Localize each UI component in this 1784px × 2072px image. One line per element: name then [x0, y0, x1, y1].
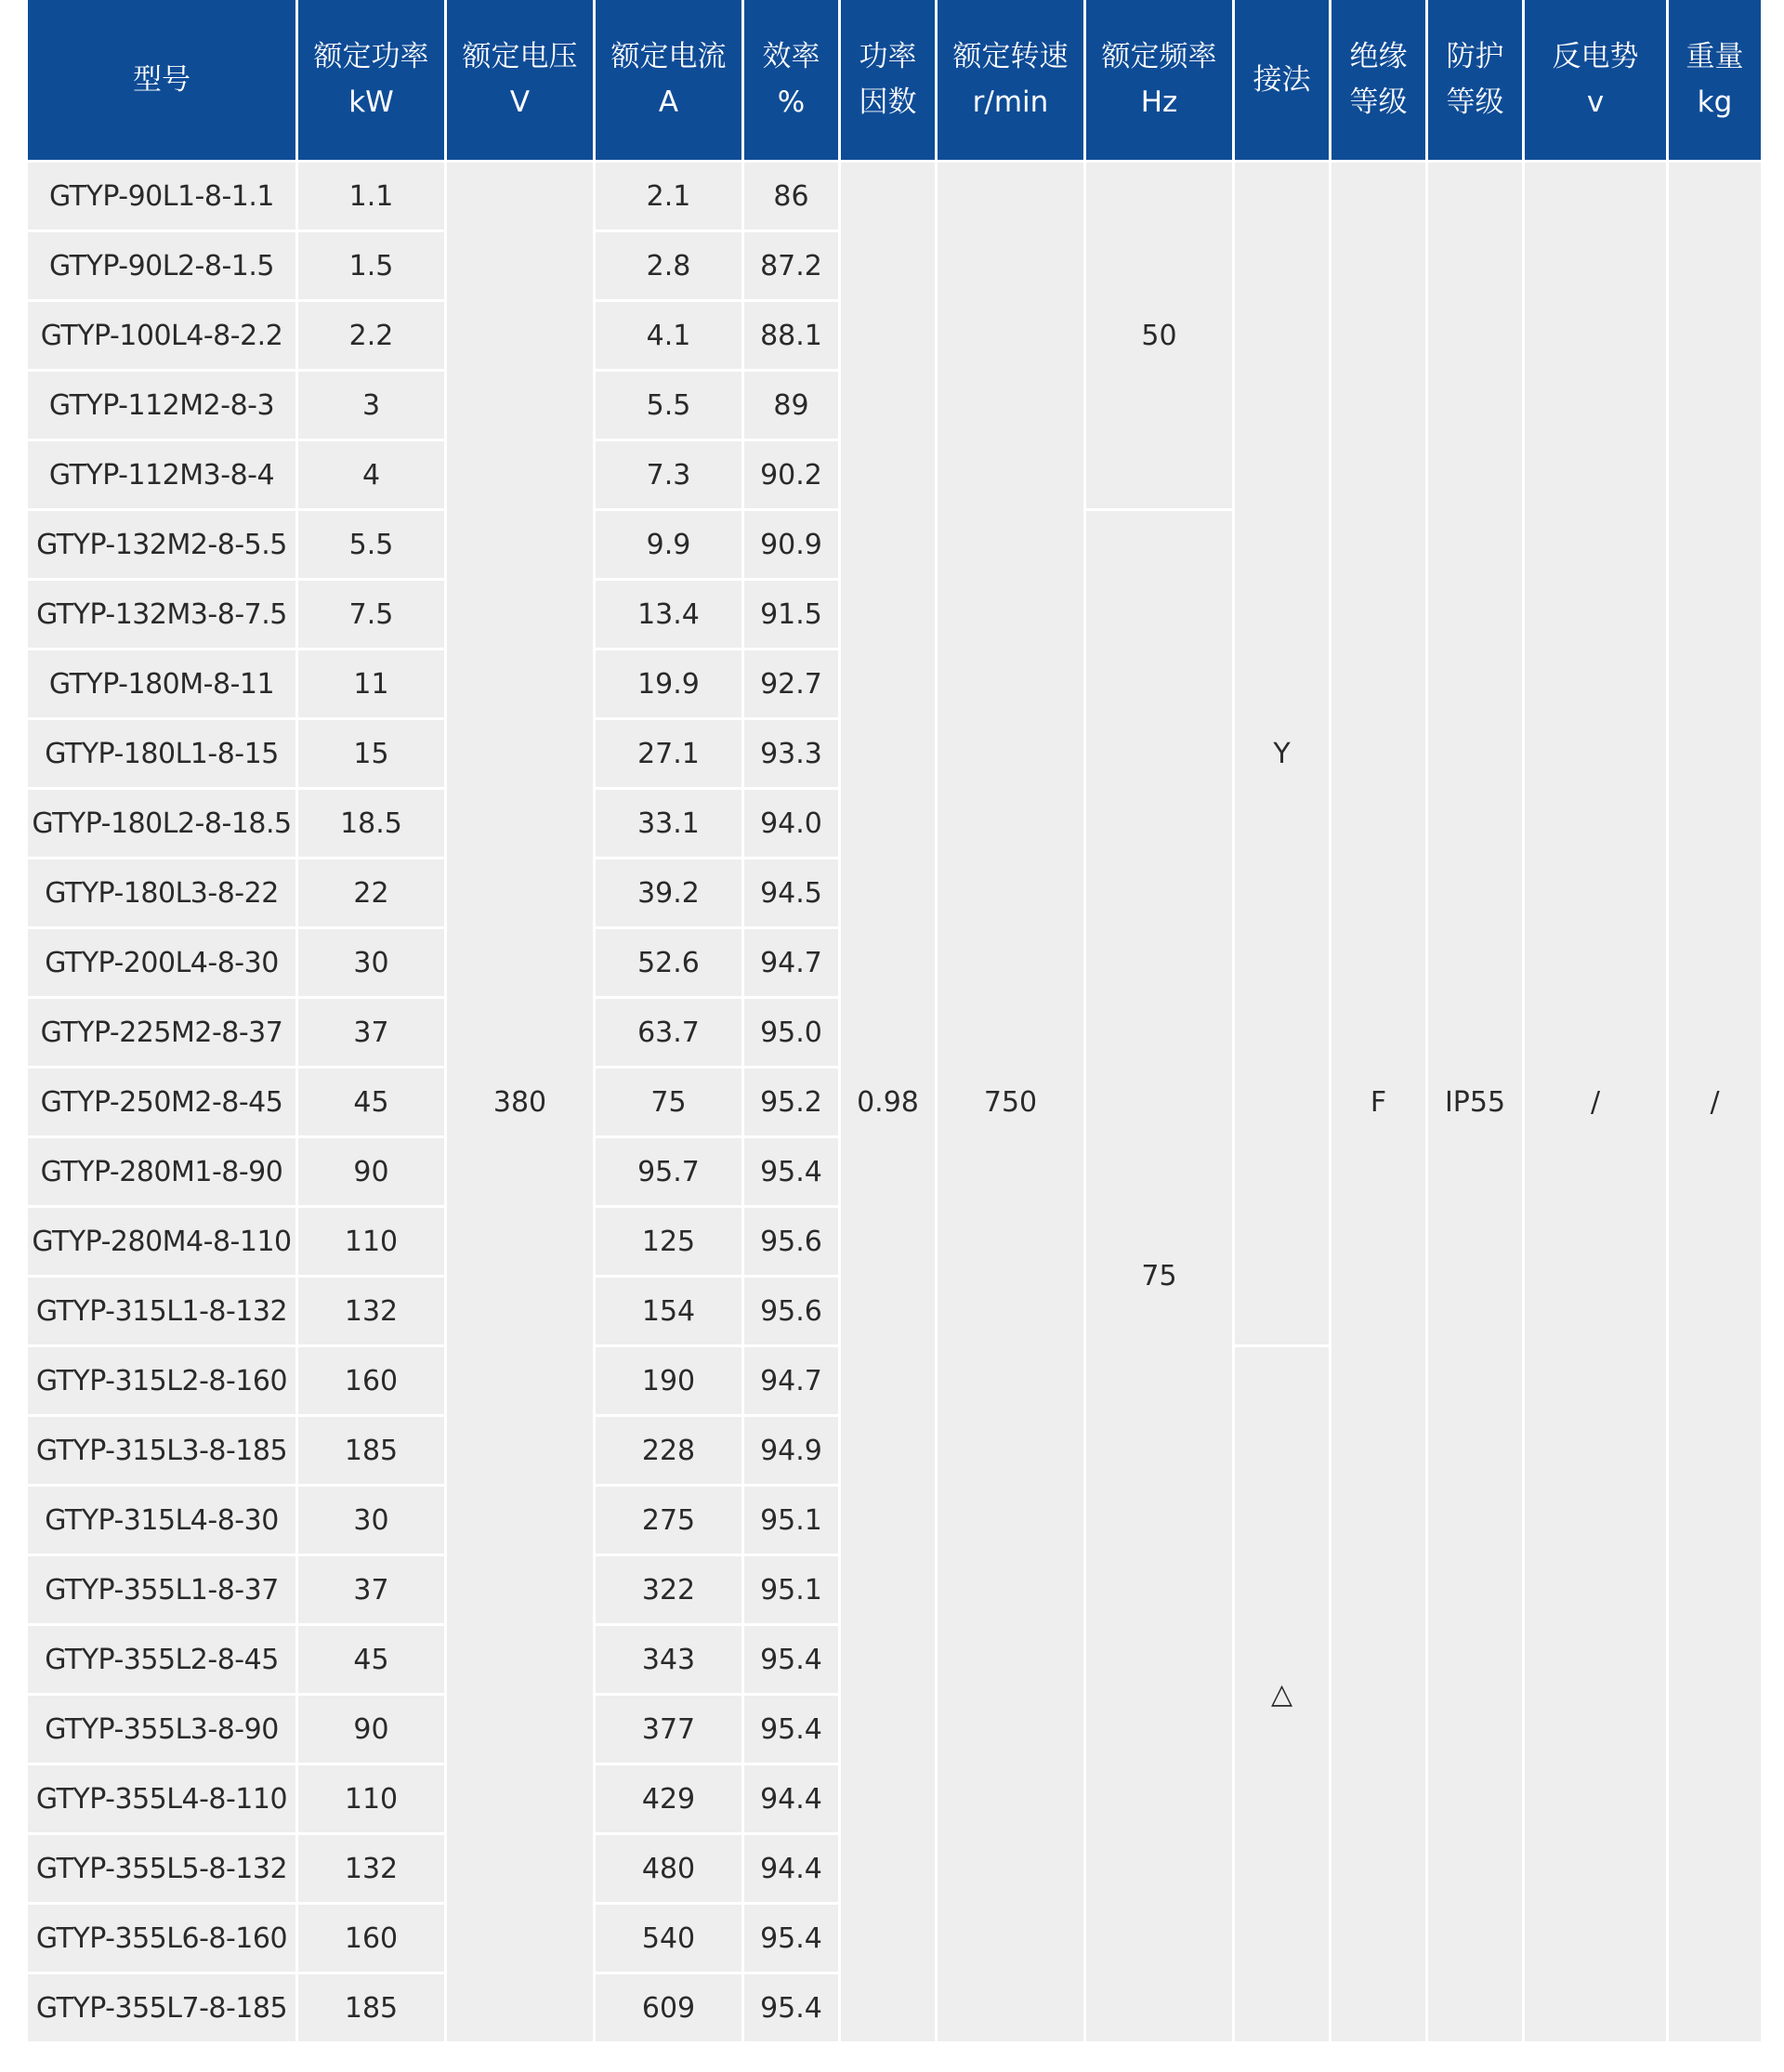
power-cell: 1.5 [298, 232, 444, 299]
efficiency-cell: 94.4 [744, 1765, 838, 1832]
current-cell: 4.1 [596, 302, 741, 369]
current-cell: 2.8 [596, 232, 741, 299]
model-cell: GTYP-200L4-8-30 [28, 929, 295, 996]
efficiency-cell: 94.7 [744, 1347, 838, 1414]
power-cell: 2.2 [298, 302, 444, 369]
efficiency-cell: 93.3 [744, 720, 838, 787]
current-cell: 7.3 [596, 441, 741, 508]
efficiency-cell: 95.1 [744, 1556, 838, 1623]
model-cell: GTYP-90L1-8-1.1 [28, 163, 295, 229]
model-cell: GTYP-355L4-8-110 [28, 1765, 295, 1832]
efficiency-cell: 94.9 [744, 1417, 838, 1484]
efficiency-cell: 94.0 [744, 790, 838, 857]
current-cell: 275 [596, 1487, 741, 1554]
power-cell: 132 [298, 1835, 444, 1902]
current-cell: 52.6 [596, 929, 741, 996]
current-cell: 63.7 [596, 999, 741, 1066]
current-cell: 322 [596, 1556, 741, 1623]
header-current-label: 额定电流 [610, 40, 727, 73]
model-cell: GTYP-315L4-8-30 [28, 1487, 295, 1554]
header-model-label: 型号 [133, 62, 190, 97]
weight-cell: / [1669, 163, 1761, 2041]
efficiency-cell: 95.6 [744, 1208, 838, 1275]
model-cell: GTYP-315L3-8-185 [28, 1417, 295, 1484]
power-cell: 160 [298, 1905, 444, 1972]
header-efficiency-unit: % [777, 85, 806, 119]
model-cell: GTYP-225M2-8-37 [28, 999, 295, 1066]
header-back-emf [1525, 0, 1666, 160]
power-cell: 18.5 [298, 790, 444, 857]
current-cell: 377 [596, 1696, 741, 1763]
current-cell: 190 [596, 1347, 741, 1414]
efficiency-cell: 94.5 [744, 859, 838, 926]
efficiency-cell: 90.9 [744, 511, 838, 578]
efficiency-cell: 95.4 [744, 1138, 838, 1205]
current-cell: 480 [596, 1835, 741, 1902]
model-cell: GTYP-355L2-8-45 [28, 1626, 295, 1693]
model-cell: GTYP-250M2-8-45 [28, 1069, 295, 1135]
model-cell: GTYP-280M1-8-90 [28, 1138, 295, 1205]
power-cell: 185 [298, 1417, 444, 1484]
model-cell: GTYP-132M3-8-7.5 [28, 581, 295, 648]
power-cell: 5.5 [298, 511, 444, 578]
current-cell: 13.4 [596, 581, 741, 648]
efficiency-cell: 92.7 [744, 650, 838, 717]
header-power-factor-label: 功率 [859, 40, 917, 73]
header-speed-label: 额定转速 [952, 40, 1069, 73]
current-cell: 540 [596, 1905, 741, 1972]
current-cell: 609 [596, 1974, 741, 2041]
current-cell: 2.1 [596, 163, 741, 229]
efficiency-cell: 94.4 [744, 1835, 838, 1902]
model-cell: GTYP-355L5-8-132 [28, 1835, 295, 1902]
header-current-unit: A [658, 85, 679, 119]
model-cell: GTYP-180L1-8-15 [28, 720, 295, 787]
header-speed-unit: r/min [972, 85, 1049, 119]
frequency-cell-75hz: 75 [1086, 511, 1232, 2041]
header-row [28, 0, 1761, 160]
power-cell: 37 [298, 1556, 444, 1623]
current-cell: 75 [596, 1069, 741, 1135]
connection-cell-delta: △ [1235, 1347, 1329, 2041]
connection-cell-star: Y [1235, 163, 1329, 1344]
model-cell: GTYP-355L3-8-90 [28, 1696, 295, 1763]
model-cell: GTYP-180L3-8-22 [28, 859, 295, 926]
header-back-emf-unit: v [1586, 85, 1605, 119]
back-emf-cell: / [1525, 163, 1666, 2041]
insulation-cell: F [1331, 163, 1425, 2041]
header-power-label: 额定功率 [313, 40, 429, 73]
power-cell: 110 [298, 1765, 444, 1832]
header-voltage-unit: V [509, 85, 531, 119]
model-cell: GTYP-315L1-8-132 [28, 1278, 295, 1344]
efficiency-cell: 95.6 [744, 1278, 838, 1344]
header-efficiency [744, 0, 838, 160]
power-cell: 22 [298, 859, 444, 926]
header-model [28, 0, 295, 160]
current-cell: 95.7 [596, 1138, 741, 1205]
voltage-cell: 380 [447, 163, 593, 2041]
header-weight-unit: kg [1697, 85, 1733, 119]
efficiency-cell: 95.1 [744, 1487, 838, 1554]
header-insulation [1331, 0, 1425, 160]
model-cell: GTYP-355L6-8-160 [28, 1905, 295, 1972]
efficiency-cell: 95.2 [744, 1069, 838, 1135]
model-cell: GTYP-112M3-8-4 [28, 441, 295, 508]
power-cell: 185 [298, 1974, 444, 2041]
power-cell: 1.1 [298, 163, 444, 229]
table-body [28, 163, 1761, 2041]
model-cell: GTYP-132M2-8-5.5 [28, 511, 295, 578]
power-cell: 7.5 [298, 581, 444, 648]
efficiency-cell: 95.4 [744, 1905, 838, 1972]
header-frequency-unit: Hz [1140, 85, 1178, 119]
speed-cell: 750 [938, 163, 1083, 2041]
header-protection [1428, 0, 1522, 160]
current-cell: 228 [596, 1417, 741, 1484]
header-insulation-label: 绝缘 [1349, 40, 1408, 73]
efficiency-cell: 89 [744, 372, 838, 439]
header-power-unit: kW [348, 85, 394, 119]
efficiency-cell: 86 [744, 163, 838, 229]
power-cell: 160 [298, 1347, 444, 1414]
efficiency-cell: 91.5 [744, 581, 838, 648]
power-cell: 45 [298, 1069, 444, 1135]
current-cell: 9.9 [596, 511, 741, 578]
power-cell: 11 [298, 650, 444, 717]
header-frequency [1086, 0, 1232, 160]
header-back-emf-label: 反电势 [1552, 40, 1639, 73]
efficiency-cell: 95.0 [744, 999, 838, 1066]
header-current [596, 0, 741, 160]
protection-cell: IP55 [1428, 163, 1522, 2041]
current-cell: 33.1 [596, 790, 741, 857]
model-cell: GTYP-180L2-8-18.5 [28, 790, 295, 857]
efficiency-cell: 95.4 [744, 1974, 838, 2041]
power-cell: 15 [298, 720, 444, 787]
efficiency-cell: 95.4 [744, 1696, 838, 1763]
efficiency-cell: 94.7 [744, 929, 838, 996]
model-cell: GTYP-355L7-8-185 [28, 1974, 295, 2041]
header-insulation-unit: 等级 [1349, 85, 1408, 119]
power-cell: 45 [298, 1626, 444, 1693]
model-cell: GTYP-100L4-8-2.2 [28, 302, 295, 369]
current-cell: 39.2 [596, 859, 741, 926]
power-cell: 90 [298, 1696, 444, 1763]
header-voltage-label: 额定电压 [462, 40, 578, 73]
header-weight [1669, 0, 1761, 160]
model-cell: GTYP-112M2-8-3 [28, 372, 295, 439]
table-header [28, 0, 1761, 160]
header-power-factor-unit: 因数 [859, 85, 917, 119]
frequency-cell-50hz: 50 [1086, 163, 1232, 508]
power-cell: 110 [298, 1208, 444, 1275]
efficiency-cell: 95.4 [744, 1626, 838, 1693]
current-cell: 429 [596, 1765, 741, 1832]
table-row [28, 163, 1761, 229]
current-cell: 125 [596, 1208, 741, 1275]
power-cell: 37 [298, 999, 444, 1066]
model-cell: GTYP-315L2-8-160 [28, 1347, 295, 1414]
header-voltage [447, 0, 593, 160]
power-cell: 4 [298, 441, 444, 508]
model-cell: GTYP-180M-8-11 [28, 650, 295, 717]
header-protection-unit: 等级 [1446, 85, 1504, 119]
efficiency-cell: 90.2 [744, 441, 838, 508]
current-cell: 19.9 [596, 650, 741, 717]
efficiency-cell: 87.2 [744, 232, 838, 299]
header-weight-label: 重量 [1686, 40, 1744, 73]
power-cell: 30 [298, 929, 444, 996]
header-frequency-label: 额定频率 [1101, 40, 1217, 73]
model-cell: GTYP-90L2-8-1.5 [28, 232, 295, 299]
power-cell: 132 [298, 1278, 444, 1344]
model-cell: GTYP-280M4-8-110 [28, 1208, 295, 1275]
power-cell: 3 [298, 372, 444, 439]
header-power-factor [841, 0, 935, 160]
current-cell: 5.5 [596, 372, 741, 439]
model-cell: GTYP-355L1-8-37 [28, 1556, 295, 1623]
power-factor-cell: 0.98 [841, 163, 935, 2041]
efficiency-cell: 88.1 [744, 302, 838, 369]
motor-spec-table [25, 0, 1764, 2044]
header-speed [938, 0, 1083, 160]
power-cell: 30 [298, 1487, 444, 1554]
current-cell: 343 [596, 1626, 741, 1693]
header-power [298, 0, 444, 160]
header-connection-label: 接法 [1253, 62, 1311, 97]
current-cell: 154 [596, 1278, 741, 1344]
header-efficiency-label: 效率 [762, 40, 820, 73]
current-cell: 27.1 [596, 720, 741, 787]
header-protection-label: 防护 [1446, 40, 1504, 73]
header-connection [1235, 0, 1329, 160]
power-cell: 90 [298, 1138, 444, 1205]
